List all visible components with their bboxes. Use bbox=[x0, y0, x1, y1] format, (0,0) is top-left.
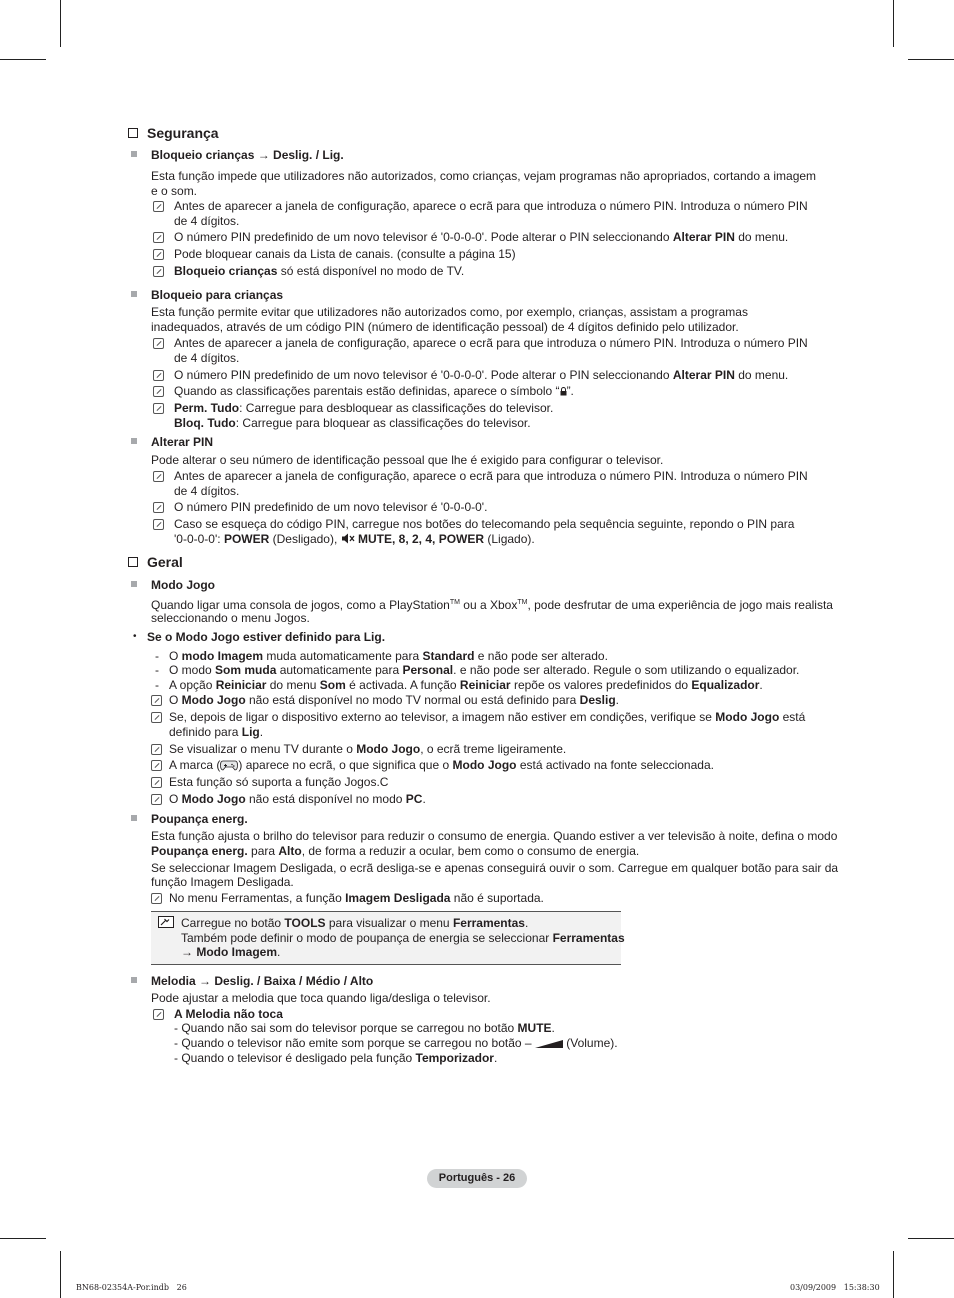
bullet-dot-icon: • bbox=[133, 631, 137, 642]
crop-mark bbox=[908, 1238, 954, 1239]
note-text: Se visualizar o menu TV durante o Modo Jogo, o ecrã treme ligeiramente. bbox=[169, 742, 567, 756]
paragraph: Esta função impede que utilizadores não autorizados, como crianças, vejam programas não apropriados, cortando a imagem e o som. bbox=[151, 169, 817, 198]
square-bullet-icon bbox=[131, 977, 137, 983]
paragraph: seleccionando o menu Jogos. bbox=[151, 611, 310, 625]
note-icon bbox=[153, 471, 164, 482]
note-icon bbox=[153, 403, 164, 414]
paragraph: Pode ajustar a melodia que toca quando liga/desliga o televisor. bbox=[151, 991, 491, 1005]
subsection-title: Modo Jogo bbox=[151, 578, 215, 592]
paragraph: função Imagem Desligada. bbox=[151, 875, 294, 889]
subsection-title: Bloqueio para crianças bbox=[151, 288, 284, 302]
note-text: Se, depois de ligar o dispositivo externo ao televisor, a imagem não estiver em condições, verifique se Modo Jogo está bbox=[169, 710, 806, 724]
note-icon bbox=[151, 695, 162, 706]
subsection-title: Bloqueio crianças → Deslig. / Lig. bbox=[151, 148, 344, 162]
note-icon bbox=[153, 338, 164, 349]
crop-mark bbox=[893, 0, 894, 47]
note-icon bbox=[153, 386, 164, 397]
note-icon bbox=[153, 249, 164, 260]
gamepad-icon bbox=[220, 759, 238, 771]
crop-mark bbox=[908, 59, 954, 60]
note-icon bbox=[153, 370, 164, 381]
note-text: Antes de aparecer a janela de configuração, aparece o ecrã para que introduza o número PIN. Introduza o número PIN de 4 dígitos. bbox=[174, 336, 808, 365]
tip-text: Também pode definir o modo de poupança de energia se seleccionar Ferramentas bbox=[181, 931, 625, 945]
note-icon bbox=[151, 760, 162, 771]
square-bullet-icon bbox=[131, 815, 137, 821]
note-text: Quando as classificações parentais estão definidas, aparece o símbolo “ ”. bbox=[174, 384, 574, 398]
note-icon bbox=[153, 502, 164, 513]
crop-mark bbox=[60, 0, 61, 47]
volume-icon bbox=[535, 1037, 563, 1046]
page-number: Português - 26 bbox=[427, 1169, 527, 1188]
crop-mark bbox=[0, 59, 46, 60]
note-icon bbox=[153, 1009, 164, 1020]
paragraph: Esta função permite evitar que utilizadores não autorizados como, por exemplo, crianças, assistam a programas inadequados, através de um código PIN (número de identificação pessoal) de 4 dígitos definido pelo utilizador. bbox=[151, 305, 748, 334]
note-text: Bloqueio crianças só está disponível no modo de TV. bbox=[174, 264, 465, 278]
square-bullet-icon bbox=[131, 581, 137, 587]
note-text: O número PIN predefinido de um novo televisor é '0-0-0-0'. bbox=[174, 500, 488, 514]
paragraph: Se seleccionar Imagem Desligada, o ecrã desliga-se e apenas conseguirá ouvir o som. Carregue em qualquer botão para sair da bbox=[151, 861, 839, 875]
note-text: O número PIN predefinido de um novo televisor é '0-0-0-0'. Pode alterar o PIN seleccionando Alterar PIN do menu. bbox=[174, 230, 789, 244]
note-text: A Melodia não toca bbox=[174, 1007, 283, 1021]
imprint-date: 03/09/2009 15:38:30 bbox=[790, 1283, 880, 1292]
note-text: O Modo Jogo não está disponível no modo PC. bbox=[169, 792, 426, 806]
dash-item: - Quando não sai som do televisor porque se carregou no botão MUTE. bbox=[174, 1021, 555, 1035]
note-icon bbox=[151, 777, 162, 788]
paragraph: Poupança energ. para Alto, de forma a reduzir a ocular, bem como o consumo de energia. bbox=[151, 844, 640, 858]
note-text: Perm. Tudo: Carregue para desbloquear as classificações do televisor. Bloq. Tudo: Carregue para bloquear as classificações do televisor. bbox=[174, 401, 554, 430]
dash-item: O modo Imagem muda automaticamente para Standard e não pode ser alterado. bbox=[169, 649, 608, 663]
paragraph: Pode alterar o seu número de identificação pessoal que lhe é exigido para configurar o televisor. bbox=[151, 453, 664, 467]
note-text: '0-0-0-0': POWER (Desligado), MUTE, 8, 2, 4, POWER (Ligado). bbox=[174, 532, 535, 546]
crop-mark bbox=[60, 1251, 61, 1298]
tip-text: → Modo Imagem. bbox=[181, 945, 281, 959]
paragraph: Quando ligar uma consola de jogos, como a PlayStation™ ou a Xbox™, pode desfrutar de uma experiência de jogo mais realista bbox=[151, 598, 833, 612]
note-text: Antes de aparecer a janela de configuração, aparece o ecrã para que introduza o número PIN. Introduza o número PIN de 4 dígitos. bbox=[174, 199, 808, 228]
dash-item: - Quando o televisor não emite som porque se carregou no botão – (Volume). bbox=[174, 1036, 618, 1050]
note-icon bbox=[153, 201, 164, 212]
note-icon bbox=[151, 794, 162, 805]
lock-icon bbox=[560, 385, 567, 394]
note-icon bbox=[151, 744, 162, 755]
tip-text: Carregue no botão TOOLS para visualizar o menu Ferramentas. bbox=[181, 916, 529, 930]
note-text: O número PIN predefinido de um novo televisor é '0-0-0-0'. Pode alterar o PIN seleccionando Alterar PIN do menu. bbox=[174, 368, 789, 382]
dash-item: A opção Reiniciar do menu Som é activada. A função Reiniciar repõe os valores predefinidos do Equalizador. bbox=[169, 678, 763, 692]
note-icon bbox=[153, 232, 164, 243]
dash-item: O modo Som muda automaticamente para Personal. e não pode ser alterado. Regule o som utilizando o equalizador. bbox=[169, 663, 800, 677]
paragraph: Esta função ajusta o brilho do televisor para reduzir o consumo de energia. Quando estiver a ver televisão à noite, defina o modo bbox=[151, 829, 838, 843]
note-icon bbox=[151, 712, 162, 723]
note-text: Pode bloquear canais da Lista de canais. (consulte a página 15) bbox=[174, 247, 516, 261]
crop-mark bbox=[893, 1251, 894, 1298]
note-icon bbox=[153, 519, 164, 530]
subsection-title: Poupança energ. bbox=[151, 812, 248, 826]
imprint-file: BN68-02354A-Por.indb 26 bbox=[76, 1283, 187, 1292]
note-text: Antes de aparecer a janela de configuração, aparece o ecrã para que introduza o número PIN. Introduza o número PIN de 4 dígitos. bbox=[174, 469, 808, 498]
subsection-title: Alterar PIN bbox=[151, 435, 214, 449]
section-title-geral: Geral bbox=[128, 555, 183, 570]
section-title-seguranca: Segurança bbox=[128, 126, 219, 141]
dash-item: - Quando o televisor é desligado pela função Temporizador. bbox=[174, 1051, 498, 1065]
mute-icon bbox=[341, 533, 355, 544]
checkbox-icon bbox=[128, 128, 138, 138]
note-text: Caso se esqueça do código PIN, carregue nos botões do telecomando pela sequência seguinte, repondo o PIN para bbox=[174, 517, 795, 531]
note-text: O Modo Jogo não está disponível no modo TV normal ou está definido para Deslig. bbox=[169, 693, 620, 707]
bullet-text: Se o Modo Jogo estiver definido para Lig. bbox=[147, 630, 386, 644]
square-bullet-icon bbox=[131, 438, 137, 444]
checkbox-icon bbox=[128, 557, 138, 567]
crop-mark bbox=[0, 1238, 46, 1239]
note-text: No menu Ferramentas, a função Imagem Desligada não é suportada. bbox=[169, 891, 544, 905]
note-text: A marca ( ) aparece no ecrã, o que significa que o Modo Jogo está activado na fonte seleccionada. bbox=[169, 758, 714, 772]
subsection-title: Melodia → Deslig. / Baixa / Médio / Alto bbox=[151, 974, 374, 988]
dash-icon: - bbox=[155, 663, 159, 677]
note-text: definido para Lig. bbox=[169, 725, 264, 739]
note-text: Esta função só suporta a função Jogos.C bbox=[169, 775, 389, 789]
square-bullet-icon bbox=[131, 291, 137, 297]
square-bullet-icon bbox=[131, 151, 137, 157]
note-icon bbox=[153, 266, 164, 277]
note-icon bbox=[151, 893, 162, 904]
tools-icon bbox=[158, 916, 174, 932]
dash-icon: - bbox=[155, 649, 159, 663]
dash-icon: - bbox=[155, 678, 159, 692]
